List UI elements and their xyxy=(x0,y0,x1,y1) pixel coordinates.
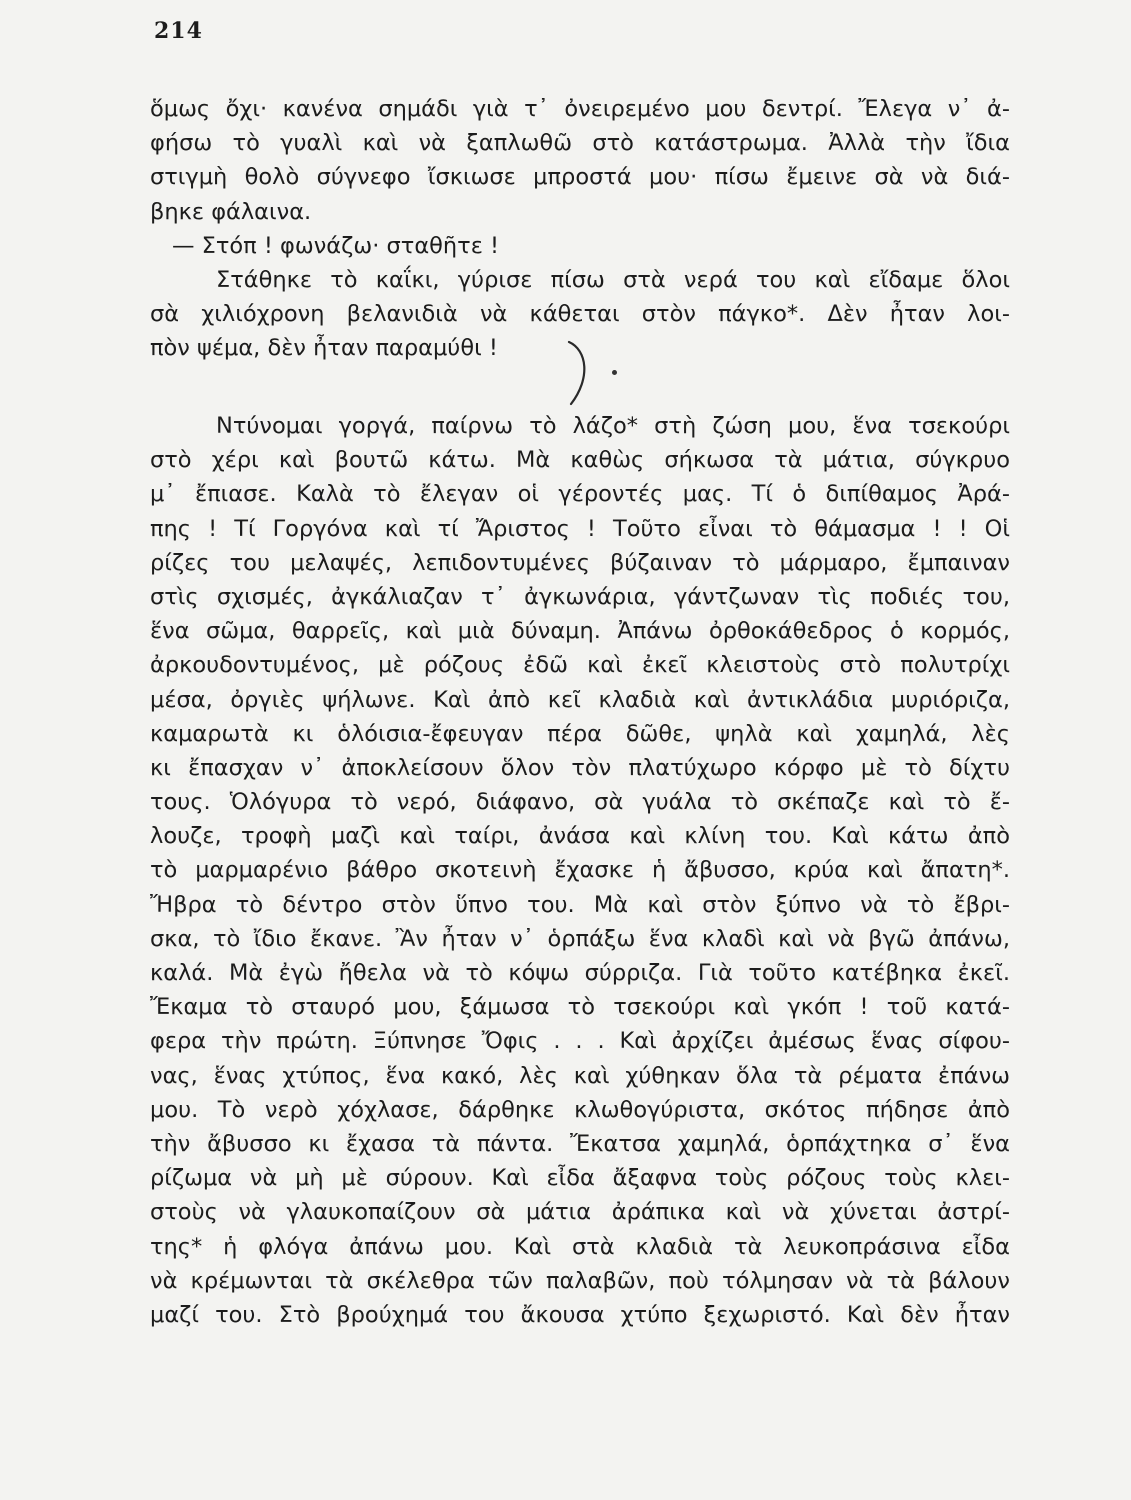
text-line: βηκε φάλαινα. xyxy=(150,198,312,225)
dialog-line: — Στόπ ! φωνάζω· σταθῆτε ! xyxy=(172,232,500,259)
text-line: σὰ χιλιόχρονη βελανιδιὰ νὰ κάθεται στὸν πάγκο*. Δὲν ἦταν λοι- xyxy=(150,301,1010,328)
text-line: κι ἔπασχαν ν᾽ ἀποκλείσουν ὅλον τὸν πλατύχωρο κόρφο μὲ τὸ δίχτυ xyxy=(150,754,1010,781)
text-line: μ᾽ ἔπιασε. Καλὰ τὸ ἔλεγαν οἱ γέροντές μας. Τί ὁ διπίθαμος Ἀρά- xyxy=(150,481,1010,508)
text-line: φερα τὴν πρώτη. Ξύπνησε Ὄφις . . . Καὶ ἀρχίζει ἀμέσως ἕνας σίφου- xyxy=(150,1028,1010,1055)
text-line: μέσα, ὀργιὲς ψήλωνε. Καὶ ἀπὸ κεῖ κλαδιὰ καὶ ἀντικλάδια μυριόριζα, xyxy=(150,686,1010,713)
text-line: νὰ κρέμωνται τὰ σκέλεθρα τῶν παλαβῶν, ποὺ τόλμησαν νὰ τὰ βάλουν xyxy=(150,1267,1010,1294)
page-number: 214 xyxy=(154,18,203,44)
text-line: μαζί του. Στὸ βρούχημά του ἄκουσα χτύπο ξεχωριστό. Καὶ δὲν ἦταν xyxy=(150,1301,1010,1328)
text-line: ἀρκουδοντυμένος, μὲ ρόζους ἐδῶ καὶ ἐκεῖ κλειστοὺς στὸ πολυτρίχι xyxy=(150,652,1010,679)
text-line: ἕνα σῶμα, θαρρεῖς, καὶ μιὰ δύναμη. Ἀπάνω ὀρθοκάθεδρος ὁ κορμός, xyxy=(150,618,1010,645)
pen-dot xyxy=(612,370,617,375)
text-line: ρίζες του μελαψές, λεπιδοντυμένες βύζαιναν τὸ μάρμαρο, ἔμπαιναν xyxy=(150,549,1010,576)
handwritten-bracket-mark xyxy=(565,338,601,410)
text-line: στιγμὴ θολὸ σύγνεφο ἴσκιωσε μπροστά μου· πίσω ἔμεινε σὰ νὰ διά- xyxy=(150,164,1010,191)
text-line: ρίζωμα νὰ μὴ μὲ σύρουν. Καὶ εἶδα ἄξαφνα τοὺς ρόζους τοὺς κλει- xyxy=(150,1165,1010,1192)
text-line: μου. Τὸ νερὸ χόχλασε, δάρθηκε κλωθογύριστα, σκότος πήδησε ἀπὸ xyxy=(150,1096,1010,1123)
text-line: καμαρωτὰ κι ὁλόισια-ἔφευγαν πέρα δῶθε, ψηλὰ καὶ χαμηλά, λὲς xyxy=(150,720,1010,747)
text-line: Ἤβρα τὸ δέντρο στὸν ὕπνο του. Μὰ καὶ στὸν ξύπνο νὰ τὸ ἔβρι- xyxy=(150,891,1010,918)
text-line: στοὺς νὰ γλαυκοπαίζουν σὰ μάτια ἀράπικα καὶ νὰ χύνεται ἀστρί- xyxy=(150,1199,1010,1226)
text-line: πὸν ψέμα, δὲν ἦταν παραμύθι ! xyxy=(150,335,498,362)
text-line: της* ἡ φλόγα ἀπάνω μου. Καὶ στὰ κλαδιὰ τὰ λευκοπράσινα εἶδα xyxy=(150,1233,1010,1260)
text-line: νας, ἕνας χτύπος, ἕνα κακό, λὲς καὶ χύθηκαν ὅλα τὰ ρέματα ἐπάνω xyxy=(150,1062,1010,1089)
text-line: σκα, τὸ ἴδιο ἔκανε. Ἂν ἦταν ν᾽ ὁρπάξω ἕνα κλαδὶ καὶ νὰ βγῶ ἀπάνω, xyxy=(150,925,1010,952)
text-line: τους. Ὁλόγυρα τὸ νερό, διάφανο, σὰ γυάλα τὸ σκέπαζε καὶ τὸ ἔ- xyxy=(150,789,1010,816)
paragraph-two xyxy=(150,409,1010,1332)
text-line: πης ! Τί Γοργόνα καὶ τί Ἄριστος ! Τοῦτο εἶναι τὸ θάμασμα ! ! Οἱ xyxy=(150,515,1010,542)
text-line: λουζε, τροφὴ μαζὶ καὶ ταίρι, ἀνάσα καὶ κλίνη του. Καὶ κάτω ἀπὸ xyxy=(150,823,1010,850)
text-line: τὴν ἄβυσσο κι ἔχασα τὰ πάντα. Ἔκατσα χαμηλά, ὁρπάχτηκα σ᾽ ἕνα xyxy=(150,1130,1010,1157)
text-line: Ἔκαμα τὸ σταυρό μου, ξάμωσα τὸ τσεκούρι καὶ γκόπ ! τοῦ κατά- xyxy=(150,994,1010,1021)
paragraph-one xyxy=(150,92,1010,366)
text-line: καλά. Μὰ ἐγὼ ἤθελα νὰ τὸ κόψω σύρριζα. Γιὰ τοῦτο κατέβηκα ἐκεῖ. xyxy=(150,960,1010,986)
text-line: Στάθηκε τὸ καΐκι, γύρισε πίσω στὰ νερά του καὶ εἴδαμε ὅλοι xyxy=(216,266,1010,293)
text-line: στὶς σχισμές, ἀγκάλιαζαν τ᾽ ἀγκωνάρια, γάντζωναν τὶς ποδιές του, xyxy=(150,583,1010,610)
text-line: τὸ μαρμαρένιο βάθρο σκοτεινὴ ἔχασκε ἡ ἄβυσσο, κρύα καὶ ἄπατη*. xyxy=(150,857,1010,884)
text-line: φήσω τὸ γυαλὶ καὶ νὰ ξαπλωθῶ στὸ κατάστρωμα. Ἀλλὰ τὴν ἴδια xyxy=(150,130,1010,157)
text-line: στὸ χέρι καὶ βουτῶ κάτω. Μὰ καθὼς σήκωσα τὰ μάτια, σύγκρυο xyxy=(150,447,1010,474)
text-line: Ντύνομαι γοργά, παίρνω τὸ λάζο* στὴ ζώση μου, ἕνα τσεκούρι xyxy=(216,413,1010,439)
text-line: ὅμως ὄχι· κανένα σημάδι γιὰ τ᾽ ὀνειρεμένο μου δεντρί. Ἔλεγα ν᾽ ἀ- xyxy=(150,96,1010,122)
